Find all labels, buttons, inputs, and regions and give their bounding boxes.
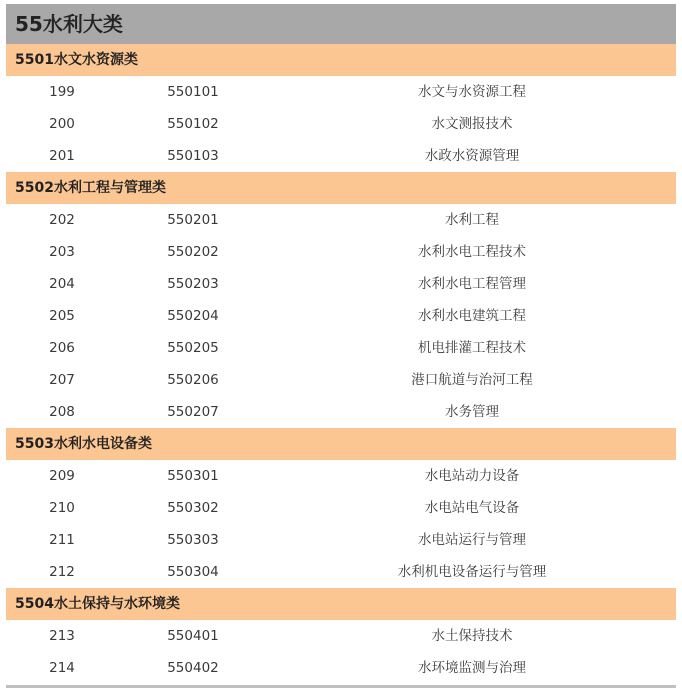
table-row [6, 652, 676, 684]
table-row [6, 620, 676, 652]
major-table [6, 4, 676, 688]
major-code: 550205 [167, 340, 219, 356]
major-name: 水利水电工程管理 [418, 276, 526, 292]
major-code: 550301 [167, 468, 219, 484]
major-code: 550204 [167, 308, 219, 324]
table-row [6, 460, 676, 492]
row-number: 199 [49, 84, 75, 100]
table-row [6, 268, 676, 300]
major-code: 550201 [167, 212, 219, 228]
major-code: 550102 [167, 116, 219, 132]
category-header: 5504水土保持与水环境类 [6, 588, 676, 620]
major-code: 550207 [167, 404, 219, 420]
row-number: 203 [49, 244, 75, 260]
major-name: 水务管理 [445, 404, 499, 420]
row-number: 200 [49, 116, 75, 132]
row-number: 206 [49, 340, 75, 356]
category-header: 5501水文水资源类 [6, 44, 676, 76]
row-number: 202 [49, 212, 75, 228]
table-row [6, 364, 676, 396]
table-row [6, 236, 676, 268]
major-name: 港口航道与治河工程 [411, 372, 533, 388]
row-number: 213 [49, 628, 75, 644]
major-name: 机电排灌工程技术 [418, 340, 526, 356]
table-title: 55水利大类 [6, 4, 676, 44]
major-name: 水电站电气设备 [424, 500, 520, 516]
table-row [6, 204, 676, 236]
major-code: 550101 [167, 84, 219, 100]
table-row [6, 556, 676, 588]
row-number: 214 [49, 660, 75, 676]
major-code: 550402 [167, 660, 219, 676]
table-bottom-border [6, 685, 676, 688]
major-name: 水利水电工程技术 [418, 244, 526, 260]
row-number: 211 [49, 532, 75, 548]
category-header: 5502水利工程与管理类 [6, 172, 676, 204]
major-name: 水政水资源管理 [424, 148, 520, 164]
table-row [6, 108, 676, 140]
table-row [6, 300, 676, 332]
row-number: 208 [49, 404, 75, 420]
table-row [6, 332, 676, 364]
major-name: 水文测报技术 [431, 116, 513, 132]
table-row [6, 396, 676, 428]
category-header: 5503水利水电设备类 [6, 428, 676, 460]
major-name: 水利机电设备运行与管理 [397, 564, 547, 580]
major-name: 水利工程 [445, 212, 499, 228]
table-row [6, 140, 676, 172]
row-number: 207 [49, 372, 75, 388]
major-code: 550206 [167, 372, 219, 388]
row-number: 210 [49, 500, 75, 516]
row-number: 205 [49, 308, 75, 324]
major-name: 水文与水资源工程 [418, 84, 526, 100]
row-number: 204 [49, 276, 75, 292]
major-name: 水利水电建筑工程 [418, 308, 526, 324]
major-name: 水土保持技术 [431, 628, 513, 644]
table-row [6, 76, 676, 108]
major-code: 550303 [167, 532, 219, 548]
major-code: 550202 [167, 244, 219, 260]
major-code: 550103 [167, 148, 219, 164]
table-row [6, 524, 676, 556]
row-number: 201 [49, 148, 75, 164]
major-name: 水环境监测与治理 [418, 660, 526, 676]
major-code: 550401 [167, 628, 219, 644]
row-number: 209 [49, 468, 75, 484]
major-code: 550302 [167, 500, 219, 516]
sections-container [6, 44, 676, 684]
major-code: 550203 [167, 276, 219, 292]
row-number: 212 [49, 564, 75, 580]
major-name: 水电站运行与管理 [418, 532, 526, 548]
table-row [6, 492, 676, 524]
major-name: 水电站动力设备 [424, 468, 520, 484]
major-code: 550304 [167, 564, 219, 580]
